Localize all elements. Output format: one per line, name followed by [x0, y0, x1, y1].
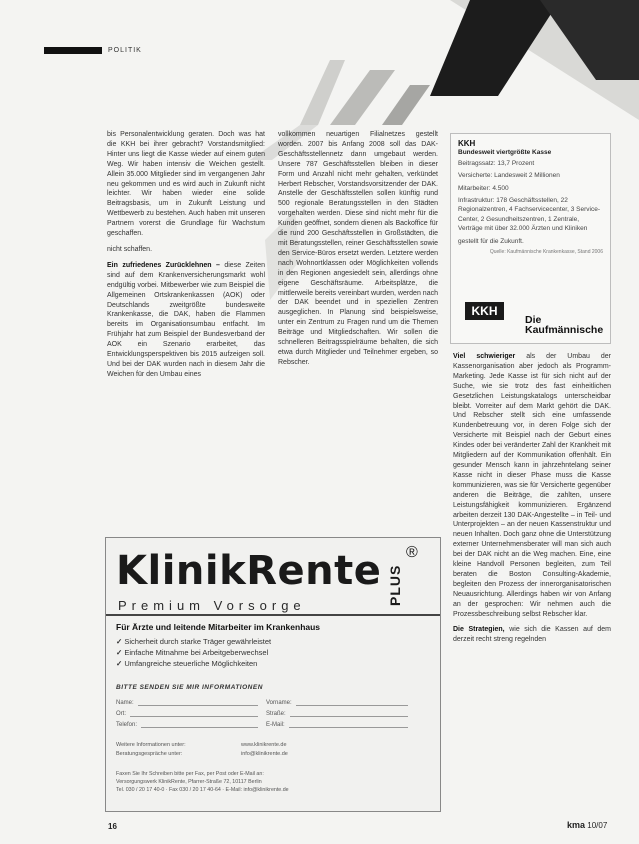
ad-request-form — [116, 698, 416, 731]
paragraph — [453, 352, 611, 619]
form-field-name[interactable] — [138, 698, 258, 706]
paragraph-lead: Viel schwieriger — [453, 353, 516, 360]
form-field-phone[interactable] — [141, 720, 258, 728]
paragraph: bis Personalentwicklung geraten. Doch was hat die KKH bei ihrer gebracht? Vorstandsmitglied: Hinter uns liegt die Kasse wieder auf einem guten Weg. Wir haben intensiv die Weichen gestellt. Allein 35.000 Mitglieder sind im vergangenen Jahr neu gekommen und es wird auch in Zukunft nicht leichter. Wir haben wieder eine solide Beitragsbasis, um in Zukunft Leistung und Wettbewerb zu bestehen. Auch haben mit unseren Partnern vorerst die Grundlage für Wachstum geschaffen. — [107, 131, 265, 238]
form-label-phone: Telefon: — [116, 722, 138, 728]
ad-contact — [116, 741, 288, 758]
ad-benefit: ✓ Sicherheit durch starke Träger gewährleistet — [116, 636, 271, 647]
ad-brand: KlinikRente — [116, 548, 382, 594]
infobox-line: gestellt für die Zukunft. — [458, 237, 524, 245]
ad-plus: PLUS — [387, 564, 403, 606]
paragraph-text: wie sich die Kassen auf dem derzeit recht streng regelnden — [453, 626, 611, 644]
form-label-name: Name: — [116, 700, 134, 706]
fineprint-line: Tel. 030 / 20 17 40-0 · Fax 030 / 20 17 40-64 · E-Mail: info@klinikrente.de — [116, 787, 289, 794]
infobox-line: Versicherte: Landesweit 2 Millionen — [458, 172, 560, 180]
paragraph: nicht schaffen. — [107, 245, 153, 253]
paragraph — [453, 625, 611, 645]
kkh-logo-mark: KKH — [465, 302, 504, 320]
ad-headline: Für Ärzte und leitende Mitarbeiter im Krankenhaus — [116, 622, 321, 632]
infobox-subtitle: Bundesweit viertgrößte Kasse — [458, 149, 552, 157]
contact-label: Beratungsgespräche unter: — [116, 750, 183, 757]
fineprint-line: Versorgungswerk KlinikRente, Pfarrer-Straße 72, 10117 Berlin — [116, 779, 262, 786]
contact-label: Weitere Informationen unter: — [116, 742, 186, 748]
paragraph-lead: Ein zufriedenes Zurücklehnen – — [107, 261, 220, 269]
paragraph-lead: Die Strategien, — [453, 626, 505, 634]
infobox-line: Infrastruktur: 178 Geschäftsstellen, 22 Regionalzentren, 4 Fachservicecenter, 3 Service-Center, 2 Gesundheitszentren, 1 Zentrale, Verträge mit über 32.000 Ärzten und Kliniken — [458, 197, 600, 233]
form-label-city: Ort: — [116, 711, 126, 717]
magazine-footer — [567, 820, 607, 830]
form-label-email: E-Mail: — [266, 722, 285, 728]
article-column-2 — [278, 130, 438, 374]
article-column-3 — [453, 352, 611, 651]
paragraph — [107, 261, 265, 380]
infobox-title: KKH — [458, 139, 476, 148]
klinikrente-advertisement[interactable] — [105, 537, 441, 812]
section-label: POLITIK — [108, 47, 142, 54]
paragraph-text: diese Zeiten sind auf dem Krankenversicherungsmarkt wohl endgültig vorbei. Mitbewerber wie zum Beispiel die Allgemeinen Ortskrankenkassen (AOK) oder Deutschlands zweitgrößte bundesweite Krankenkasse, die DAK, haben die Flammen bereits im Organisationsumbau entfacht. Im Frühjahr hat zum Beispiel der Bundesverband der AOK ein Szenario erarbeitet, das Entwicklungsperspektiven bis 2015 aufzeigen soll. Und bei der DAK wurden nach in diesem Jahr die Weichen für den Umbau eines — [107, 261, 265, 378]
form-label-street: Straße: — [266, 711, 286, 717]
contact-website-link[interactable]: www.klinikrente.de — [241, 742, 287, 748]
page-number: 16 — [108, 822, 117, 831]
ad-benefit: ✓ Umfangreiche steuerliche Möglichkeiten — [116, 658, 271, 669]
form-field-street[interactable] — [290, 709, 408, 717]
fineprint-line: Faxen Sie Ihr Schreiben bitte per Fax, per Post oder E-Mail an: — [116, 771, 264, 777]
kkh-logo — [465, 302, 610, 335]
form-field-email[interactable] — [289, 720, 408, 728]
infobox-line: Mitarbeiter: 4.500 — [458, 184, 509, 192]
form-label-firstname: Vorname: — [266, 700, 292, 706]
ad-tagline: Premium Vorsorge — [118, 598, 306, 613]
ad-benefit: ✓ Einfache Mitnahme bei Arbeitgeberwechsel — [116, 647, 271, 658]
form-field-firstname[interactable] — [296, 698, 408, 706]
form-field-city[interactable] — [130, 709, 258, 717]
kkh-logo-word: Die Kaufmännische — [525, 314, 604, 336]
paragraph: vollkommen neuartigen Filialnetzes gestellt worden. 2007 bis Anfang 2008 soll das DAK-Geschäftsstellennetz dann umgebaut werden. Unsere 787 Geschäftsstellen bleiben in dieser Form und Anzahl nicht mehr gehalten, verkündet Herbert Rebscher, Vorstandsvorsitzender der DAK. Anstelle der Geschäftsstellen sollen künftig rund 500 regionale Beratungsstellen in den Städten vorgehalten werden. Diese sind nicht mehr für die Kunden geöffnet, sondern dienen als Backoffice für die rund 200 Geschäftsstellen in Großstädten, die mit Beratungsstellen, reiner Geschäftsstellen sowie den Service-Büros ersetzt werden. Letztere werden nach Wohnortklassen oder Möglichkeiten vollends in den Regionen angesiedelt sein, allerdings ohne eigene Geschäftsräume. Arbeitsplätze, die mittlerweile bereits vereinbart wurden, werden nach der DAK beendet und in speziellen Zentren ausgeglichen. In Planung sind beispielsweise, unter ein Zentrum zu Fragen rund um die Themen Beiträge und Mitgliedschaften. Wir sollen die schnelleren Beitragsspielräume behalten, die sich etwa durch Mitglieder und Teilnehmer ergeben, so Rebscher. — [278, 131, 438, 366]
ad-form-title: BITTE SENDEN SIE MIR INFORMATIONEN — [116, 684, 263, 691]
contact-email-link[interactable]: info@klinikrente.de — [241, 750, 288, 757]
ad-divider — [106, 614, 440, 616]
magazine-name: kma — [567, 820, 586, 830]
section-bar — [44, 47, 102, 54]
infobox-line: Beitragssatz: 13,7 Prozent — [458, 159, 535, 167]
section-tag — [44, 47, 142, 54]
kkh-infobox — [450, 133, 611, 344]
magazine-issue: 10/07 — [587, 821, 608, 830]
ad-registered-mark: ® — [406, 544, 418, 561]
article-column-1 — [107, 130, 265, 386]
ad-benefits-list — [116, 636, 271, 669]
ad-fineprint — [116, 770, 289, 795]
paragraph-text: als der Umbau der Kassenorganisation aber jedoch als Programm-Marketing. Jede Kasse ist für sich nicht auf der Suche, wie sie trotz des fast einheitlichen Gesetzlichen Leistungskatalogs unterscheidbar bleibt. Vorreiter auf dem Markt gehört die DAK. Und Rebscher stellt sich eine umfassende Kundenbetreuung vor, in deren Folge sich der Versicherte mit Beispiel nach der Geburt eines Kindes oder bei veränderter Zahl der Krankheit mit Mitgliedern auf der Kommunikation offenhält. Ein gesunder Mensch kann in jahrzehntelang seiner Kasse nicht in dieser Phase muss die Kasse kommunizieren, was sie für Versicherte gegenüber anderen die Beiträge, die zahlten, unsere Leistungsfähigkeit kommunizieren. Ergänzend arbeiten derzeit 130 DAK-Angestellte – in Teil- und Unterprojekten – an der neuen Kassenstruktur und neuen Inhalten. Doch ganz ohne die Unterstützung externer Unternehmensberater will man sich auch bei der DAK nicht an die Weg machen. Eine, eine kleine Handvoll Personen begleiten, zum Teil beraten die Boston Consulting-Akademie, begleiten den Prozess der innerorganisatorischen Neuausrichtung. Allerdings haben wir von Anfang an der gesprochen: Wir nehmen auch die Prozessbeschreibung selbst Rebscher klar. — [453, 353, 612, 618]
infobox-source: Quelle: Kaufmännische Krankenkasse, Stand 2006 — [489, 249, 603, 256]
